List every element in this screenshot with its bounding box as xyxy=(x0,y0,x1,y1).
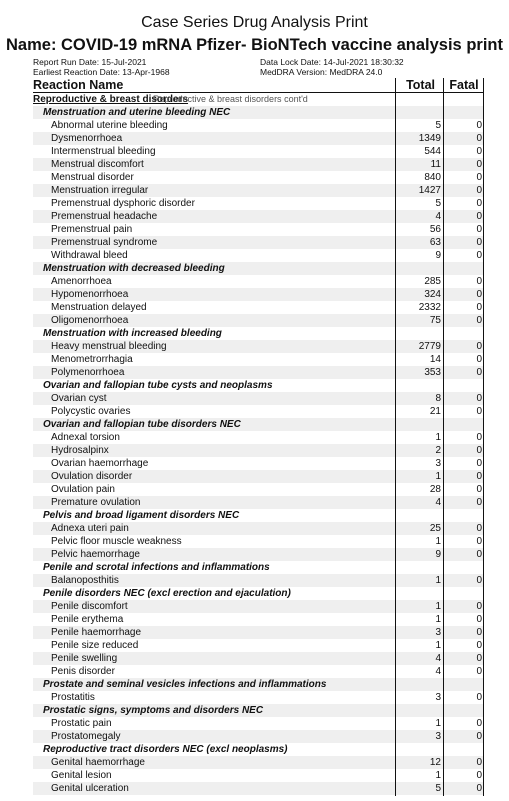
table-row xyxy=(33,301,483,314)
fatal-count: 0 xyxy=(476,692,482,703)
fatal-count: 0 xyxy=(476,198,482,209)
reaction-name: Penis disorder xyxy=(51,666,115,677)
reaction-name: Menstruation with decreased bleeding xyxy=(43,263,225,274)
fatal-count: 0 xyxy=(476,393,482,404)
group-header-row xyxy=(33,509,483,522)
total-count: 1 xyxy=(435,601,441,612)
table-row xyxy=(33,197,483,210)
reaction-name: Menstruation delayed xyxy=(51,302,147,313)
fatal-count: 0 xyxy=(476,627,482,638)
total-count: 2332 xyxy=(418,302,441,313)
reaction-name: Ovarian and fallopian tube disorders NEC xyxy=(43,419,241,430)
reaction-name: Balanoposthitis xyxy=(51,575,119,586)
table-row xyxy=(33,769,483,782)
continued-note: Reproductive & breast disorders cont'd xyxy=(153,94,308,104)
group-header-row xyxy=(33,587,483,600)
reaction-name: Genital ulceration xyxy=(51,783,129,794)
reaction-name: Menometrorrhagia xyxy=(51,354,133,365)
group-header-row xyxy=(33,743,483,756)
table-row xyxy=(33,496,483,509)
reaction-name: Withdrawal bleed xyxy=(51,250,128,261)
reaction-name: Ovarian cyst xyxy=(51,393,107,404)
table-row xyxy=(33,431,483,444)
total-count: 1 xyxy=(435,471,441,482)
fatal-count: 0 xyxy=(476,237,482,248)
table-row xyxy=(33,210,483,223)
total-count: 2779 xyxy=(418,341,441,352)
table-row xyxy=(33,275,483,288)
earliest-reaction-date: Earliest Reaction Date: 13-Apr-1968 xyxy=(33,67,170,77)
table-row xyxy=(33,470,483,483)
reaction-name: Penile size reduced xyxy=(51,640,139,651)
fatal-count: 0 xyxy=(476,614,482,625)
reaction-name: Premature ovulation xyxy=(51,497,141,508)
total-count: 4 xyxy=(435,666,441,677)
table-row xyxy=(33,639,483,652)
reaction-name: Reproductive & breast disorders xyxy=(33,94,189,105)
reaction-name: Premenstrual syndrome xyxy=(51,237,158,248)
total-count: 1 xyxy=(435,770,441,781)
total-count: 9 xyxy=(435,250,441,261)
reaction-name: Prostatitis xyxy=(51,692,95,703)
fatal-count: 0 xyxy=(476,601,482,612)
total-count: 56 xyxy=(429,224,441,235)
fatal-count: 0 xyxy=(476,536,482,547)
section-header-row xyxy=(33,93,483,106)
reaction-name: Reproductive tract disorders NEC (excl neoplasms) xyxy=(43,744,288,755)
reaction-name: Ovulation pain xyxy=(51,484,115,495)
reaction-name: Prostatomegaly xyxy=(51,731,121,742)
total-count: 9 xyxy=(435,549,441,560)
fatal-count: 0 xyxy=(476,432,482,443)
total-count: 4 xyxy=(435,211,441,222)
reaction-name: Premenstrual pain xyxy=(51,224,133,235)
reaction-name: Ovulation disorder xyxy=(51,471,133,482)
reaction-name: Heavy menstrual bleeding xyxy=(51,341,167,352)
reaction-name: Menstrual disorder xyxy=(51,172,134,183)
fatal-count: 0 xyxy=(476,666,482,677)
fatal-count: 0 xyxy=(476,354,482,365)
reaction-name: Pelvic floor muscle weakness xyxy=(51,536,182,547)
fatal-count: 0 xyxy=(476,783,482,794)
table-row xyxy=(33,184,483,197)
reaction-name: Ovarian and fallopian tube cysts and neoplasms xyxy=(43,380,273,391)
reaction-name: Polycystic ovaries xyxy=(51,406,131,417)
table-row xyxy=(33,626,483,639)
fatal-count: 0 xyxy=(476,367,482,378)
report-meta-right xyxy=(260,57,404,77)
fatal-count: 0 xyxy=(476,315,482,326)
fatal-count: 0 xyxy=(476,523,482,534)
fatal-count: 0 xyxy=(476,341,482,352)
fatal-count: 0 xyxy=(476,250,482,261)
total-count: 544 xyxy=(424,146,441,157)
table-row xyxy=(33,652,483,665)
total-count: 4 xyxy=(435,653,441,664)
table-row xyxy=(33,535,483,548)
fatal-count: 0 xyxy=(476,731,482,742)
table-row xyxy=(33,522,483,535)
total-count: 75 xyxy=(429,315,441,326)
reaction-name: Menstrual discomfort xyxy=(51,159,144,170)
table-row xyxy=(33,353,483,366)
total-count: 5 xyxy=(435,783,441,794)
table-row xyxy=(33,574,483,587)
reaction-name: Oligomenorrhoea xyxy=(51,315,129,326)
fatal-count: 0 xyxy=(476,484,482,495)
table-row xyxy=(33,405,483,418)
table-row xyxy=(33,483,483,496)
column-total: Total xyxy=(406,78,435,92)
total-count: 2 xyxy=(435,445,441,456)
group-header-row xyxy=(33,379,483,392)
fatal-count: 0 xyxy=(476,458,482,469)
total-count: 28 xyxy=(429,484,441,495)
column-divider xyxy=(395,78,396,796)
total-count: 5 xyxy=(435,120,441,131)
fatal-count: 0 xyxy=(476,471,482,482)
reaction-name: Abnormal uterine bleeding xyxy=(51,120,168,131)
fatal-count: 0 xyxy=(476,276,482,287)
fatal-count: 0 xyxy=(476,224,482,235)
reaction-name: Ovarian haemorrhage xyxy=(51,458,149,469)
fatal-count: 0 xyxy=(476,406,482,417)
data-lock-date: Data Lock Date: 14-Jul-2021 18:30:32 xyxy=(260,57,404,67)
table-row xyxy=(33,314,483,327)
fatal-count: 0 xyxy=(476,757,482,768)
reaction-table-body xyxy=(33,93,483,795)
total-count: 3 xyxy=(435,731,441,742)
fatal-count: 0 xyxy=(476,718,482,729)
total-count: 3 xyxy=(435,627,441,638)
column-divider xyxy=(443,78,444,796)
reaction-name: Adnexal torsion xyxy=(51,432,120,443)
report-name: Name: COVID-19 mRNA Pfizer- BioNTech vaccine analysis print xyxy=(6,36,503,54)
table-row xyxy=(33,171,483,184)
reaction-name: Premenstrual dysphoric disorder xyxy=(51,198,195,209)
reaction-name: Polymenorrhoea xyxy=(51,367,125,378)
group-header-row xyxy=(33,561,483,574)
reaction-name: Intermenstrual bleeding xyxy=(51,146,156,157)
reaction-name: Penile erythema xyxy=(51,614,124,625)
table-row xyxy=(33,691,483,704)
fatal-count: 0 xyxy=(476,302,482,313)
reaction-name: Prostatic signs, symptoms and disorders NEC xyxy=(43,705,264,716)
column-reaction-name: Reaction Name xyxy=(33,78,124,92)
fatal-count: 0 xyxy=(476,172,482,183)
total-count: 840 xyxy=(424,172,441,183)
group-header-row xyxy=(33,327,483,340)
reaction-name: Prostatic pain xyxy=(51,718,112,729)
reaction-name: Penile disorders NEC (excl erection and ejaculation) xyxy=(43,588,291,599)
meddra-version: MedDRA Version: MedDRA 24.0 xyxy=(260,67,383,77)
table-row xyxy=(33,457,483,470)
group-header-row xyxy=(33,678,483,691)
total-count: 12 xyxy=(429,757,441,768)
fatal-count: 0 xyxy=(476,120,482,131)
total-count: 11 xyxy=(430,159,441,170)
reaction-name: Penile discomfort xyxy=(51,601,128,612)
column-fatal: Fatal xyxy=(449,78,479,92)
total-count: 21 xyxy=(429,406,441,417)
table-row xyxy=(33,132,483,145)
fatal-count: 0 xyxy=(476,133,482,144)
total-count: 1 xyxy=(435,718,441,729)
total-count: 5 xyxy=(435,198,441,209)
total-count: 1 xyxy=(435,432,441,443)
fatal-count: 0 xyxy=(476,159,482,170)
table-row xyxy=(33,548,483,561)
fatal-count: 0 xyxy=(476,146,482,157)
table-row xyxy=(33,665,483,678)
total-count: 324 xyxy=(424,289,441,300)
group-header-row xyxy=(33,704,483,717)
total-count: 285 xyxy=(424,276,441,287)
fatal-count: 0 xyxy=(476,549,482,560)
total-count: 14 xyxy=(429,354,441,365)
reaction-name: Prostate and seminal vesicles infections and inflammations xyxy=(43,679,327,690)
table-header xyxy=(33,78,483,93)
table-row xyxy=(33,158,483,171)
reaction-name: Pelvis and broad ligament disorders NEC xyxy=(43,510,240,521)
table-row xyxy=(33,145,483,158)
fatal-count: 0 xyxy=(476,497,482,508)
total-count: 63 xyxy=(429,237,441,248)
fatal-count: 0 xyxy=(476,575,482,586)
reaction-name: Genital haemorrhage xyxy=(51,757,145,768)
reaction-name: Genital lesion xyxy=(51,770,112,781)
reaction-name: Hydrosalpinx xyxy=(51,445,109,456)
total-count: 4 xyxy=(435,497,441,508)
total-count: 25 xyxy=(429,523,441,534)
reaction-name: Adnexa uteri pain xyxy=(51,523,129,534)
table-row xyxy=(33,730,483,743)
reaction-name: Penile and scrotal infections and inflammations xyxy=(43,562,270,573)
report-run-date: Report Run Date: 15-Jul-2021 xyxy=(33,57,147,67)
fatal-count: 0 xyxy=(476,640,482,651)
total-count: 1 xyxy=(435,575,441,586)
table-row xyxy=(33,223,483,236)
fatal-count: 0 xyxy=(476,770,482,781)
total-count: 3 xyxy=(435,458,441,469)
reaction-name: Menstruation with increased bleeding xyxy=(43,328,222,339)
reaction-name: Premenstrual headache xyxy=(51,211,158,222)
reaction-name: Hypomenorrhoea xyxy=(51,289,129,300)
table-row xyxy=(33,366,483,379)
fatal-count: 0 xyxy=(476,445,482,456)
table-row xyxy=(33,782,483,795)
fatal-count: 0 xyxy=(476,653,482,664)
reaction-name: Amenorrhoea xyxy=(51,276,112,287)
total-count: 1 xyxy=(435,614,441,625)
table-row xyxy=(33,340,483,353)
group-header-row xyxy=(33,262,483,275)
table-row xyxy=(33,756,483,769)
column-divider xyxy=(483,78,484,796)
table-row xyxy=(33,717,483,730)
table-row xyxy=(33,288,483,301)
group-header-row xyxy=(33,418,483,431)
table-row xyxy=(33,236,483,249)
reaction-name: Menstruation irregular xyxy=(51,185,149,196)
table-row xyxy=(33,444,483,457)
reaction-name: Menstruation and uterine bleeding NEC xyxy=(43,107,231,118)
report-title: Case Series Drug Analysis Print xyxy=(141,14,368,31)
table-row xyxy=(33,392,483,405)
total-count: 8 xyxy=(435,393,441,404)
table-row xyxy=(33,119,483,132)
total-count: 1349 xyxy=(418,133,441,144)
total-count: 1427 xyxy=(418,185,441,196)
table-row xyxy=(33,600,483,613)
reaction-name: Penile haemorrhage xyxy=(51,627,142,638)
group-header-row xyxy=(33,106,483,119)
fatal-count: 0 xyxy=(476,185,482,196)
total-count: 1 xyxy=(435,640,441,651)
table-row xyxy=(33,249,483,262)
reaction-name: Pelvic haemorrhage xyxy=(51,549,140,560)
total-count: 3 xyxy=(435,692,441,703)
reaction-name: Dysmenorrhoea xyxy=(51,133,123,144)
total-count: 353 xyxy=(424,367,441,378)
fatal-count: 0 xyxy=(476,211,482,222)
table-row xyxy=(33,613,483,626)
reaction-name: Penile swelling xyxy=(51,653,118,664)
report-meta-left xyxy=(33,57,170,77)
fatal-count: 0 xyxy=(476,289,482,300)
total-count: 1 xyxy=(435,536,441,547)
